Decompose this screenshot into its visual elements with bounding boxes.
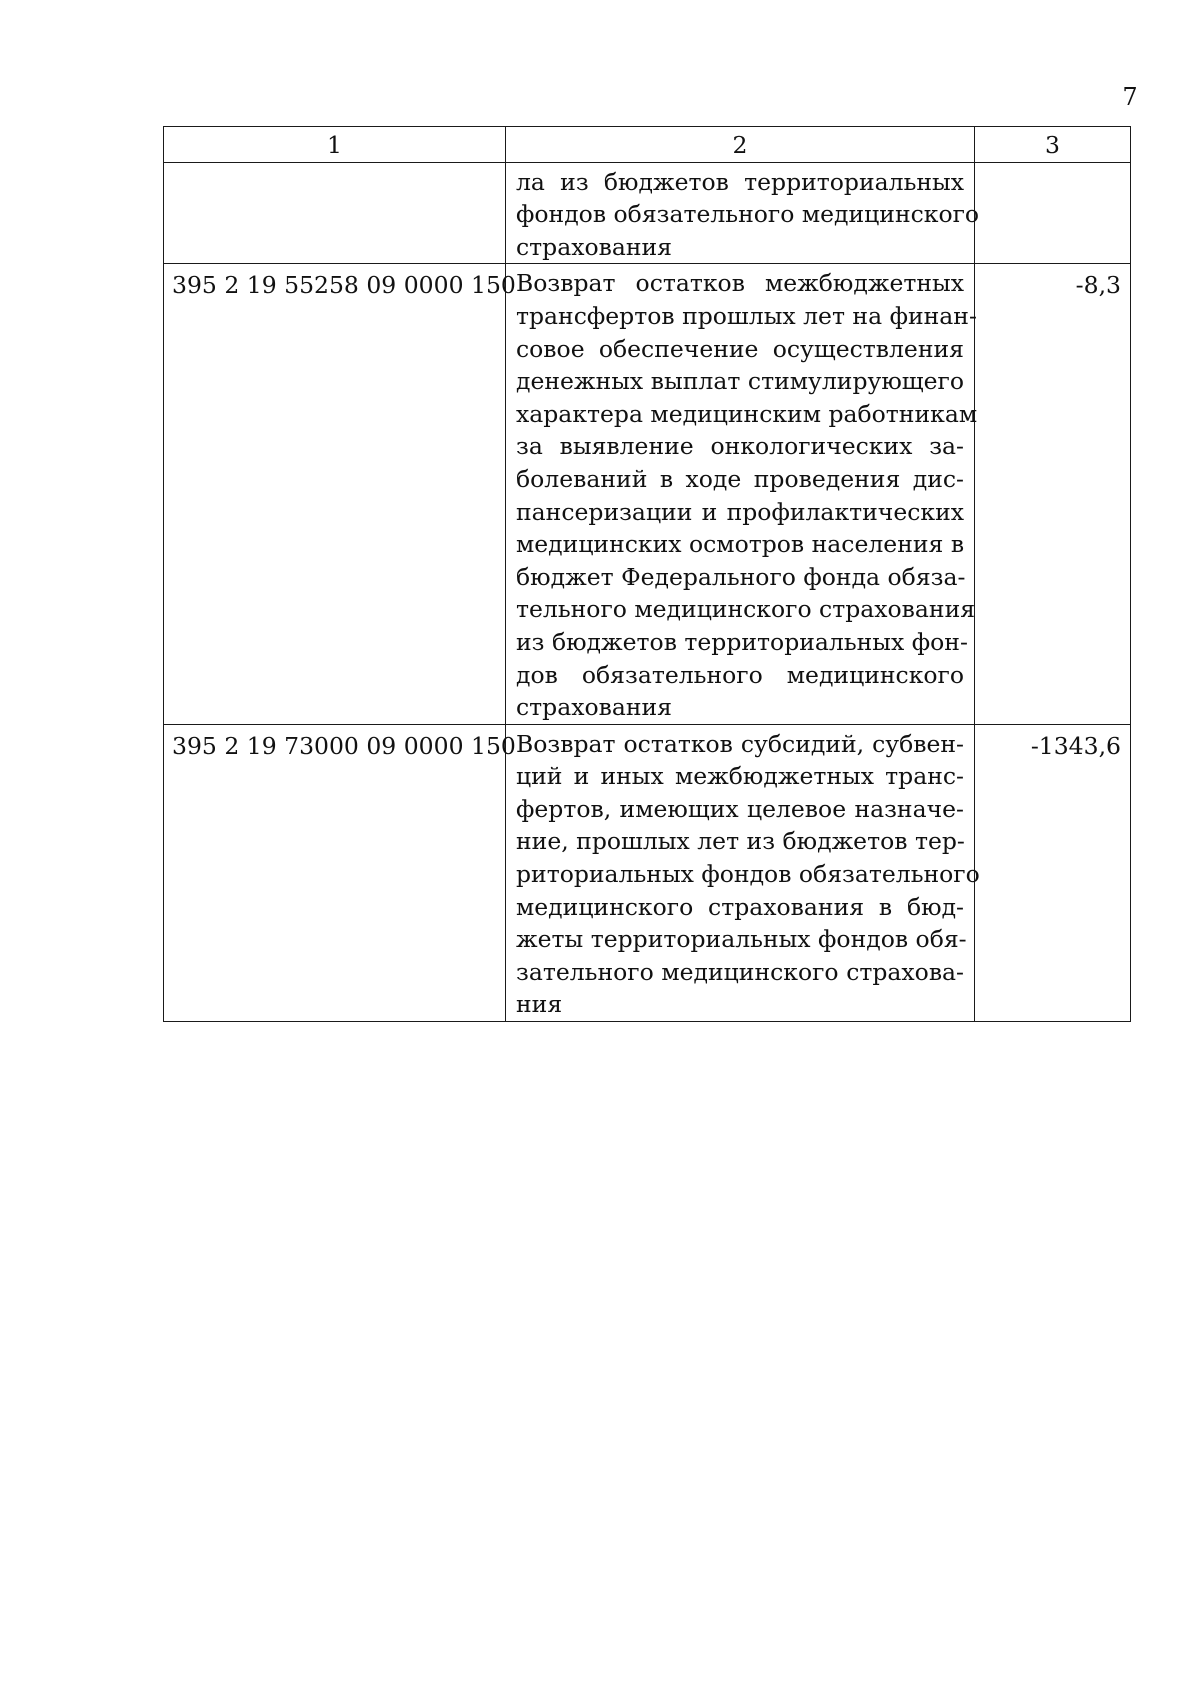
description-line: Возврат остатков субсидий, субвен-	[516, 729, 964, 758]
description-line: пансеризации и профилактических	[516, 497, 964, 526]
description-line: бюджет Федерального фонда обяза-	[516, 562, 966, 591]
row-amount	[975, 162, 1131, 264]
description-line: жеты территориальных фондов обя-	[516, 925, 967, 954]
row-description	[506, 724, 980, 1021]
description-line: тельного медицинского страхования	[516, 595, 976, 624]
row-amount: -1343,6	[975, 724, 1131, 1021]
description-line: ния	[516, 990, 563, 1019]
row-code: 395 2 19 55258 09 0000 150	[164, 264, 506, 724]
description-line: медицинских осмотров населения в	[516, 530, 965, 559]
description-line: Возврат остатков межбюджетных	[516, 269, 964, 298]
description-line: характера медицинским работникам	[516, 399, 978, 428]
row-code	[164, 162, 506, 264]
description-line: риториальных фондов обязательного	[516, 860, 980, 889]
description-line: медицинского страхования в бюд-	[516, 892, 964, 921]
column-header-code: 1	[164, 127, 506, 163]
description-line: фертов, имеющих целевое назначе-	[516, 794, 964, 823]
description-line: из бюджетов территориальных фон-	[516, 627, 968, 656]
row-description	[506, 162, 980, 264]
description-line: зательного медицинского страхова-	[516, 957, 964, 986]
table-row	[164, 264, 1131, 724]
description-line: совое обеспечение осуществления	[516, 334, 964, 363]
row-description	[506, 264, 978, 724]
budget-table	[163, 126, 1131, 1022]
row-amount: -8,3	[975, 264, 1131, 724]
description-line: дов обязательного медицинского	[516, 660, 964, 689]
description-line: страхования	[516, 693, 673, 722]
table-row	[164, 162, 1131, 264]
description-line: денежных выплат стимулирующего	[516, 367, 964, 396]
description-line: фондов обязательного медицинского	[516, 200, 980, 229]
row-code: 395 2 19 73000 09 0000 150	[164, 724, 506, 1021]
table-row	[164, 724, 1131, 1021]
column-header-description: 2	[506, 127, 975, 163]
description-line: трансфертов прошлых лет на финан-	[516, 301, 977, 330]
header-row	[164, 127, 1131, 163]
description-line: ние, прошлых лет из бюджетов тер-	[516, 827, 965, 856]
column-header-amount: 3	[975, 127, 1131, 163]
description-line: за выявление онкологических за-	[516, 432, 964, 461]
description-line: болеваний в ходе проведения дис-	[516, 464, 964, 493]
description-line: ций и иных межбюджетных транс-	[516, 762, 964, 791]
page-number: 7	[1122, 83, 1138, 111]
description-line: ла из бюджетов территориальных	[516, 167, 964, 196]
description-line: страхования	[516, 232, 673, 261]
